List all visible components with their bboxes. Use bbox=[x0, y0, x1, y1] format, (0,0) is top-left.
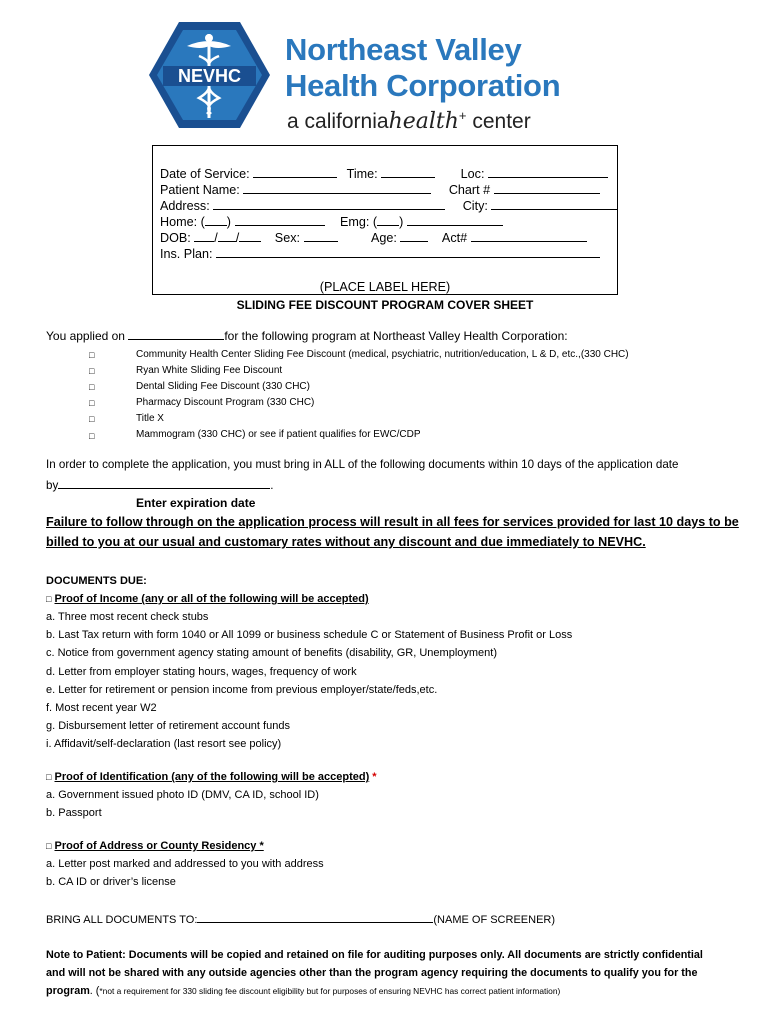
logo-badge-text: NEVHC bbox=[177, 66, 242, 86]
tagline bbox=[287, 108, 531, 134]
chart-field[interactable] bbox=[494, 182, 600, 194]
place-label-here: (PLACE LABEL HERE) bbox=[319, 280, 451, 294]
emg-area-code-field[interactable] bbox=[377, 214, 399, 226]
warning-line1: Failure to follow through on the application process will result in all fees for services provided for last 10 days to be bbox=[46, 515, 739, 529]
cover-sheet-title: SLIDING FEE DISCOUNT PROGRAM COVER SHEET bbox=[236, 298, 534, 312]
city-label: City: bbox=[462, 199, 488, 213]
loc-field[interactable] bbox=[488, 166, 608, 178]
patient-name-label: Patient Name: bbox=[160, 183, 240, 197]
program-label: Dental Sliding Fee Discount (330 CHC) bbox=[136, 381, 310, 392]
age-label: Age: bbox=[371, 231, 397, 245]
identification-item: a. Government issued photo ID (DMV, CA ID, school ID) bbox=[46, 789, 319, 801]
program-item[interactable] bbox=[89, 431, 94, 442]
income-item: b. Last Tax return with form 1040 or All 1099 or business schedule C or Statement of Business Profit or Loss bbox=[46, 629, 573, 641]
checkbox-icon[interactable]: □ bbox=[89, 398, 95, 408]
time-label: Time: bbox=[346, 167, 378, 181]
applied-prefix: You applied on bbox=[46, 329, 125, 343]
instructions-line2 bbox=[46, 478, 273, 492]
tagline-post: center bbox=[466, 110, 531, 133]
home-area-code-field[interactable] bbox=[205, 214, 227, 226]
date-of-service-field[interactable] bbox=[253, 166, 337, 178]
income-item: i. Affidavit/self-declaration (last resort see policy) bbox=[46, 738, 282, 750]
bring-documents-label: BRING ALL DOCUMENTS TO: bbox=[46, 914, 198, 926]
applied-line bbox=[46, 329, 568, 343]
sex-label: Sex: bbox=[274, 231, 300, 245]
screener-label: (NAME OF SCREENER) bbox=[433, 914, 556, 926]
dob-sep-1: / bbox=[214, 231, 218, 245]
tagline-health: health bbox=[388, 109, 459, 134]
tagline-pre: a california bbox=[287, 110, 389, 133]
note-line2: and will not be shared with any outside agencies other than the program agency requiring the documents to qualify you for the bbox=[46, 967, 698, 979]
sex-field[interactable] bbox=[304, 230, 338, 242]
program-item[interactable] bbox=[89, 414, 94, 425]
emg-phone-field[interactable] bbox=[407, 214, 503, 226]
tagline-plus: + bbox=[458, 108, 467, 123]
caduceus-badge-icon bbox=[147, 20, 272, 130]
home-phone-field[interactable] bbox=[235, 214, 325, 226]
program-label: Title X bbox=[136, 413, 164, 424]
address-heading: Proof of Address or County Residency * bbox=[54, 840, 264, 852]
emg-label: Emg: ( bbox=[340, 215, 378, 229]
screener-name-field[interactable] bbox=[197, 912, 433, 923]
label-row-1 bbox=[160, 166, 608, 181]
program-item[interactable] bbox=[89, 398, 94, 409]
applied-suffix: for the following program at Northeast Valley Health Corporation: bbox=[224, 329, 568, 343]
date-of-service-label: Date of Service: bbox=[160, 167, 250, 181]
patient-label-box[interactable] bbox=[152, 145, 618, 295]
dob-sep-2: / bbox=[235, 231, 240, 245]
ins-plan-label: Ins. Plan: bbox=[160, 247, 213, 261]
program-item[interactable] bbox=[89, 350, 94, 361]
income-item: f. Most recent year W2 bbox=[46, 702, 157, 714]
identification-item: b. Passport bbox=[46, 807, 102, 819]
income-item: d. Letter from employer stating hours, wages, frequency of work bbox=[46, 666, 357, 678]
act-label: Act# bbox=[441, 231, 468, 245]
documents-due-heading: DOCUMENTS DUE: bbox=[46, 575, 147, 587]
note-line1: Note to Patient: Documents will be copied and retained on file for auditing purposes only. All documents are strictly confidential bbox=[46, 949, 703, 961]
checkbox-icon[interactable]: □ bbox=[89, 366, 95, 376]
applied-date-field[interactable] bbox=[128, 329, 224, 340]
address-heading-row bbox=[46, 840, 264, 852]
patient-name-field[interactable] bbox=[243, 182, 431, 194]
program-label: Ryan White Sliding Fee Discount bbox=[136, 365, 283, 376]
enter-expiration-label: Enter expiration date bbox=[136, 496, 256, 510]
note-program: program bbox=[46, 985, 90, 997]
checkbox-icon[interactable]: □ bbox=[89, 414, 95, 424]
dob-month-field[interactable] bbox=[194, 230, 214, 242]
expiration-date-field[interactable] bbox=[58, 478, 270, 489]
nevhc-logo bbox=[147, 20, 617, 135]
income-heading-row bbox=[46, 593, 369, 605]
home-label: Home: ( bbox=[160, 215, 205, 229]
age-field[interactable] bbox=[400, 230, 428, 242]
note-line3 bbox=[46, 985, 560, 997]
label-row-3 bbox=[160, 198, 617, 213]
home-paren: ) bbox=[226, 215, 231, 229]
note-footnote: *not a requirement for 330 sliding fee discount eligibility but for purposes of ensuring NEVHC has correct patient information) bbox=[99, 986, 561, 996]
checkbox-icon[interactable]: □ bbox=[89, 382, 95, 392]
label-row-6 bbox=[160, 246, 600, 261]
address-item: a. Letter post marked and addressed to you with address bbox=[46, 858, 324, 870]
by-period: . bbox=[270, 479, 274, 492]
dob-year-field[interactable] bbox=[239, 230, 261, 242]
label-row-2 bbox=[160, 182, 600, 197]
income-item: e. Letter for retirement or pension income from previous employer/state/feds,etc. bbox=[46, 684, 438, 696]
checkbox-icon[interactable]: □ bbox=[46, 841, 52, 851]
by-label: by bbox=[46, 479, 59, 492]
chart-label: Chart # bbox=[448, 183, 491, 197]
identification-star: * bbox=[372, 771, 377, 783]
note-paren: . ( bbox=[89, 985, 100, 997]
identification-heading: Proof of Identification (any of the following will be accepted) bbox=[54, 771, 370, 783]
program-item[interactable] bbox=[89, 382, 94, 393]
act-field[interactable] bbox=[471, 230, 587, 242]
dob-label: DOB: bbox=[160, 231, 191, 245]
program-item[interactable] bbox=[89, 366, 94, 377]
warning-line2: billed to you at our usual and customary rates without any discount and due immediately to NEVHC. bbox=[46, 535, 646, 549]
ins-plan-field[interactable] bbox=[216, 246, 600, 258]
checkbox-icon[interactable]: □ bbox=[89, 350, 95, 360]
identification-heading-row bbox=[46, 771, 377, 783]
emg-paren: ) bbox=[399, 215, 404, 229]
checkbox-icon[interactable]: □ bbox=[89, 431, 95, 441]
checkbox-icon[interactable]: □ bbox=[46, 772, 52, 782]
instructions-line1: In order to complete the application, you must bring in ALL of the following documents within 10 days of the application date bbox=[46, 458, 679, 471]
program-label: Mammogram (330 CHC) or see if patient qualifies for EWC/CDP bbox=[136, 429, 421, 440]
label-row-4 bbox=[160, 214, 503, 229]
org-name-line1: Northeast Valley bbox=[285, 32, 522, 67]
bring-documents-line bbox=[46, 912, 555, 926]
address-label: Address: bbox=[160, 199, 210, 213]
income-heading: Proof of Income (any or all of the following will be accepted) bbox=[54, 593, 369, 605]
checkbox-icon[interactable]: □ bbox=[46, 594, 52, 604]
income-item: a. Three most recent check stubs bbox=[46, 611, 209, 623]
income-item: g. Disbursement letter of retirement account funds bbox=[46, 720, 290, 732]
loc-label: Loc: bbox=[460, 167, 485, 181]
income-item: c. Notice from government agency stating amount of benefits (disability, GR, Unemployment) bbox=[46, 647, 497, 659]
dob-day-field[interactable] bbox=[218, 230, 236, 242]
org-name-line2: Health Corporation bbox=[285, 68, 561, 103]
address-field[interactable] bbox=[213, 198, 445, 210]
label-row-5 bbox=[160, 230, 587, 245]
program-label: Community Health Center Sliding Fee Discount (medical, psychiatric, nutrition/education, L & D, etc.,(330 CHC) bbox=[136, 349, 629, 360]
city-field[interactable] bbox=[491, 198, 617, 210]
program-label: Pharmacy Discount Program (330 CHC) bbox=[136, 397, 315, 408]
time-field[interactable] bbox=[381, 166, 435, 178]
address-item: b. CA ID or driver’s license bbox=[46, 876, 176, 888]
